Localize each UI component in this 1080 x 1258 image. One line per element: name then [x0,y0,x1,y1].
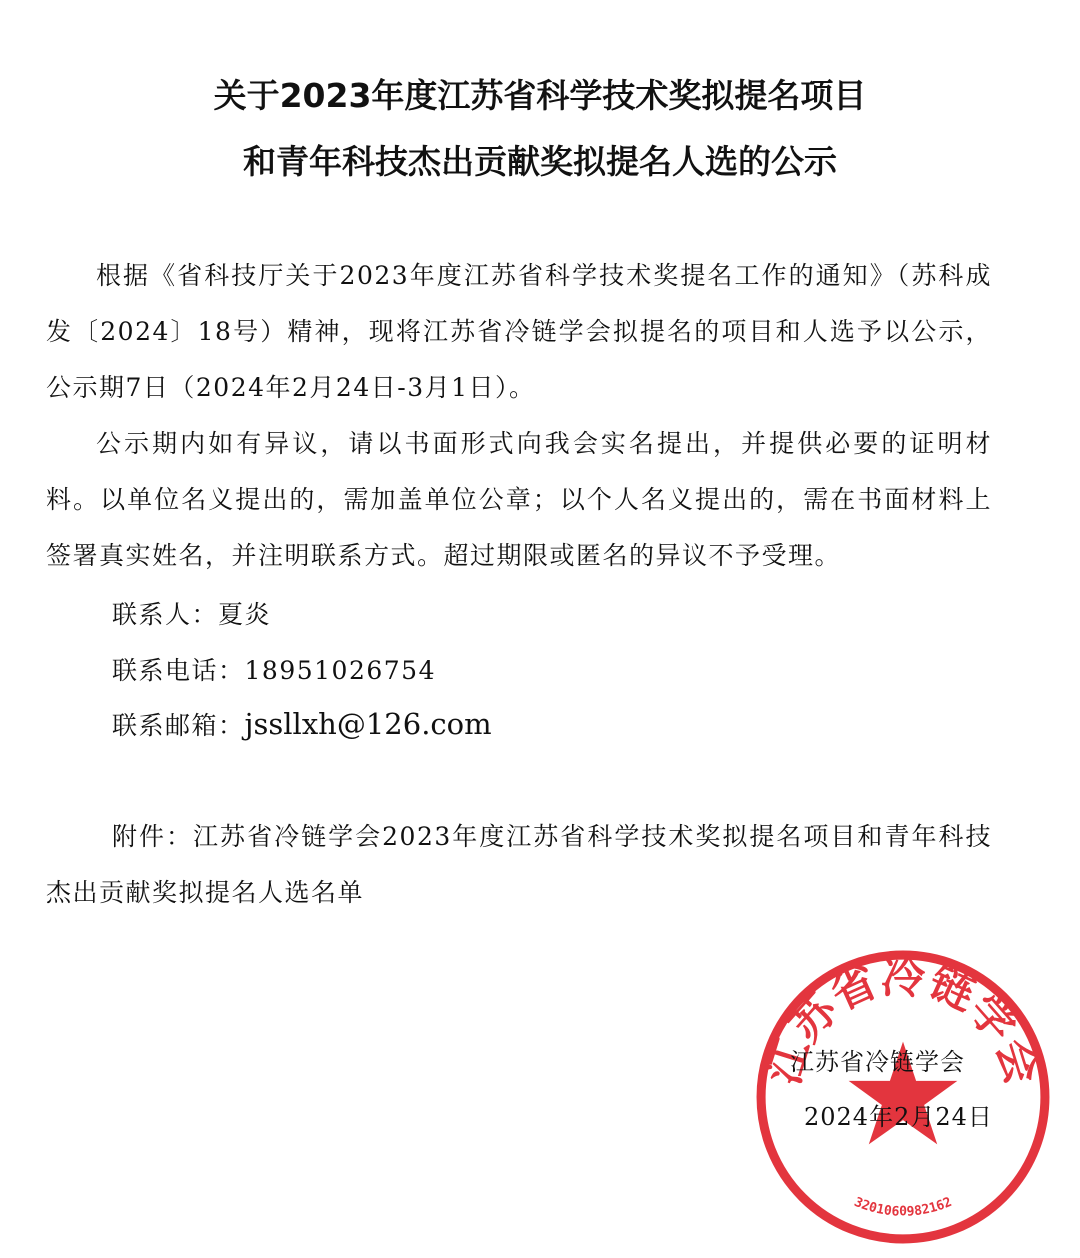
signature-organization: 江苏省冷链学会 [790,1048,965,1076]
contact-person-label: 联系人： [112,600,219,629]
document-title-line1: 关于2023年度江苏省科学技术奖拟提名项目 [213,76,867,115]
contact-phone [112,651,436,687]
body-paragraph-2: 公示期内如有异议，请以书面形式向我会实名提出，并提供必要的证明材料。以单位名义提出的，需加盖单位公章；以个人名义提出的，需在书面材料上签署真实姓名，并注明联系方式。超过期限或匿名的异议不予受理。 [46,429,992,570]
contact-phone-value: 18951026754 [244,656,436,685]
contact-email [112,706,492,742]
attachment-label: 附件： [112,822,194,851]
attachment-text: 江苏省冷链学会2023年度江苏省科学技术奖拟提名项目和青年科技杰出贡献奖拟提名人选名单 [46,822,992,907]
contact-person-value: 夏炎 [218,600,272,629]
contact-email-label: 联系邮箱： [112,711,245,740]
contact-email-value: jssllxh@126.com [244,707,492,741]
document-title-line2: 和青年科技杰出贡献奖拟提名人选的公示 [243,142,837,181]
attachment-note [46,809,992,921]
contact-phone-label: 联系电话： [112,656,245,685]
seal-text: 江苏省冷链学会 [758,952,1048,1091]
signature-date: 2024年2月24日 [804,1103,993,1131]
seal-code: 3201060982162 [851,1194,955,1220]
body-paragraph-1: 根据《省科技厅关于2023年度江苏省科学技术奖提名工作的通知》（苏科成发〔2024〕18号）精神，现将江苏省冷链学会拟提名的项目和人选予以公示，公示期7日（2024年2月24日-3月1日）。 [46,261,992,402]
contact-person [112,595,271,631]
